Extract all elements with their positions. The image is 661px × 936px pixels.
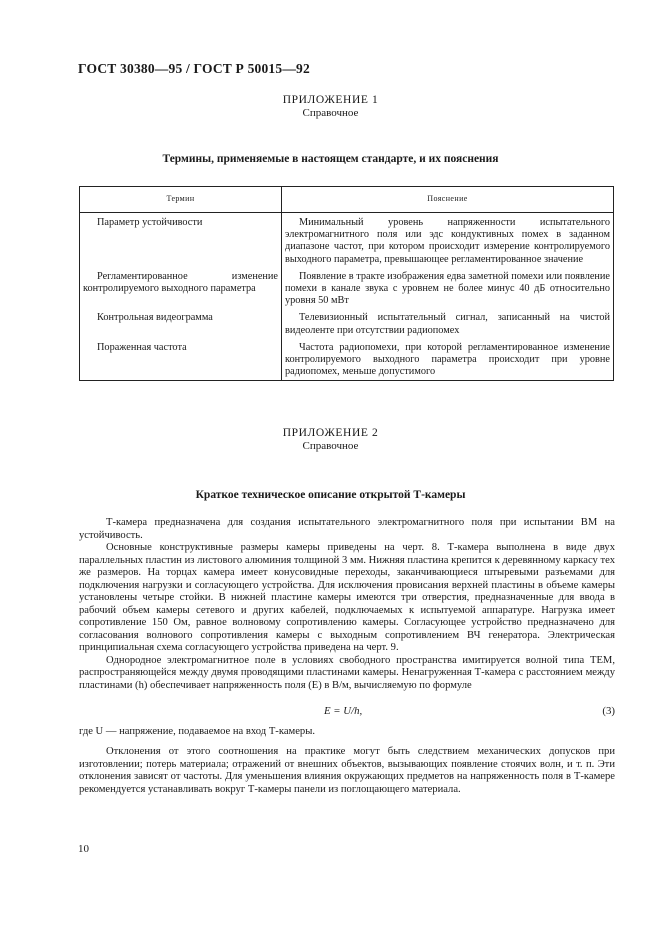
table-row [80,213,614,270]
appendix-1-section-title: Термины, применяемые в настоящем стандарте, и их пояснения [162,153,499,165]
table-row [80,311,614,340]
column-header-explanation: Пояснение [282,187,614,213]
term-cell: Параметр устойчивости [80,213,282,270]
formula-note [79,726,615,739]
appendix-2-subtitle: Справочное [302,440,359,452]
appendix-2-section-title: Краткое техническое описание открытой Т-камеры [195,489,466,501]
appendix-1-title: ПРИЛОЖЕНИЕ 1 [282,94,379,106]
term-cell: Регламентированное изменение контролируемого выходного параметра [80,270,282,312]
paragraph: Однородное электромагнитное поле в условиях свободного пространства имитируется волной типа ТЕМ, распространяющейся между двумя проводящими пластинами камеры. Ненагруженная Т-камера с расстоянием между пластинами (h) обеспечивает напряженность поля (E) в В/м, вычисляемую по формуле [79,654,615,691]
explanation-cell: Телевизионный испытательный сигнал, записанный на чистой видеоленте при отсутствии радиопомех [282,311,614,340]
paragraph: Т-камера предназначена для создания испытательного электромагнитного поля при испытании ВМ на устойчивость. [79,517,615,541]
formula-note-text: где U — напряжение, подаваемое на вход Т-камеры. [79,726,315,737]
formula-number: (3) [602,705,615,717]
formula-expression: E = U/h, [324,705,363,717]
page-header: ГОСТ 30380—95 / ГОСТ Р 50015—92 [78,61,310,76]
column-header-term: Термин [80,187,282,213]
terms-table-header [80,187,614,213]
appendix-2-heading [0,427,661,452]
term-cell: Контрольная видеограмма [80,311,282,340]
explanation-cell: Появление в тракте изображения едва заметной помехи или появление помехи в канале звука с уровнем не более минус 40 дБ относительно уровня 50 мВт [282,270,614,312]
page-number: 10 [78,843,89,855]
paragraph: Отклонения от этого соотношения на практике могут быть следствием механических допусков при изготовлении; потерь материала; отражений от внешних объектов, вызывающих появление стоячих волн, и т. п. Эти отклонения зависят от частоты. Для уменьшения влияния окружающих предметов на напряженность поля в Т-камере рекомендуется устанавливать вокруг Т-камеры панели из поглощающего материала. [79,746,615,795]
appendix-1-heading [0,94,661,119]
terms-table [79,186,614,381]
table-row [80,341,614,381]
explanation-cell: Минимальный уровень напряженности испытательного электромагнитного поля или эдс кондуктивных помех в заданном диапазоне частот, при котором происходит измерение контролируемого выходного параметра, превышающее регламентированное значение [282,213,614,270]
term-cell: Пораженная частота [80,341,282,381]
description-text-after [79,746,615,796]
explanation-cell: Частота радиопомехи, при которой регламентированное изменение контролируемого выходного параметра происходит при уровне радиопомех, меньше допустимого [282,341,614,381]
formula-line [79,705,615,719]
appendix-1-subtitle: Справочное [302,107,359,119]
paragraph: Основные конструктивные размеры камеры приведены на черт. 8. Т-камера выполнена в виде двух параллельных пластин из листового алюминия толщиной 3 мм. Нижняя пластина крепится к деревянному каркасу тех же размеров. На торцах камера имеет конусовидные переходы, заканчивающиеся штыревыми разъемами для подключения нагрузки и согласующего устройства. Для исключения провисания верхней пластины в объеме камеры установлены четыре стойки. В нижней пластине камеры имеются три отверстия, предназначенные для ввода в рабочий объем камеры сетевого и других кабелей, подключаемых к испытуемой аппаратуре. Нагрузка имеет сопротивление 150 Ом, равное волновому сопротивлению камеры. Согласующее устройство предназначено для согласования волнового сопротивления камеры с выходным сопротивлением ВЧ генератора. Электрическая принципиальная схема согласующего устройства приведена на черт. 9. [79,542,615,653]
appendix-2-title: ПРИЛОЖЕНИЕ 2 [282,427,379,439]
table-row [80,270,614,312]
description-text-before [79,517,615,692]
